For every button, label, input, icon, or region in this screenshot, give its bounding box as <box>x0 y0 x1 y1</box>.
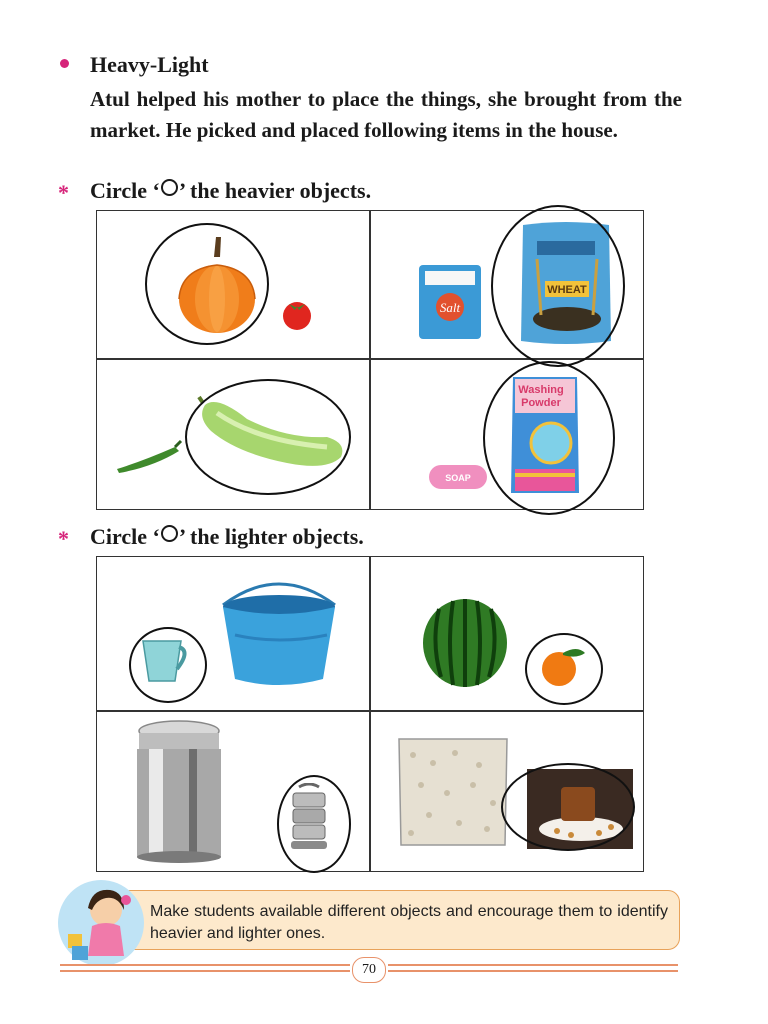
teacher-note-text: Make students available different objects and encourage them to identify heavier and lighter ones. <box>150 903 668 942</box>
task-star-1: * <box>58 180 69 205</box>
okra-icon <box>113 439 183 475</box>
wheat-label: WHEAT <box>547 284 587 296</box>
section-bullet <box>60 59 69 68</box>
salt-label: Salt <box>439 300 461 315</box>
task2-instruction: Circle ‘ ’ the lighter objects. <box>90 524 364 549</box>
watermelon-icon <box>419 595 511 689</box>
answer-circle-orange <box>525 633 603 705</box>
section-heading: Heavy-Light <box>90 52 209 77</box>
task1-instruction: Circle ‘ ’ the heavier objects. <box>90 178 372 203</box>
circle-symbol-icon <box>161 179 178 196</box>
answer-circle-mug <box>129 627 207 703</box>
answer-circle-gourd <box>185 379 351 495</box>
answer-circle-pumpkin <box>145 223 269 345</box>
footer-rule-left <box>60 964 350 966</box>
page-number: 70 <box>352 957 386 983</box>
salt-packet-icon <box>417 263 483 341</box>
answer-circle-jaggery <box>501 763 635 851</box>
intro-paragraph: Atul helped his mother to place the things, she brought from the market. He picked and placed following items in the house. <box>90 87 682 142</box>
soap-bar-icon <box>427 461 489 491</box>
heavier-objects-grid <box>96 210 644 510</box>
lighter-objects-grid <box>96 556 644 872</box>
task-star-2: * <box>58 526 69 551</box>
answer-circle-wheat <box>491 205 625 367</box>
answer-circle-tiffin <box>277 775 351 873</box>
girl-mascot-icon <box>58 880 144 966</box>
soap-label: SOAP <box>445 473 471 483</box>
circle-symbol-icon-2 <box>161 525 178 542</box>
tomato-icon <box>279 296 315 332</box>
washing-label-line2: Powder <box>521 397 561 409</box>
bucket-icon <box>217 575 341 691</box>
washing-label-line1: Washing <box>518 384 564 396</box>
answer-circle-washing-powder <box>483 361 615 515</box>
grain-bag-icon <box>393 733 513 851</box>
steel-container-icon <box>131 719 227 865</box>
footer-rule-right <box>388 964 678 966</box>
